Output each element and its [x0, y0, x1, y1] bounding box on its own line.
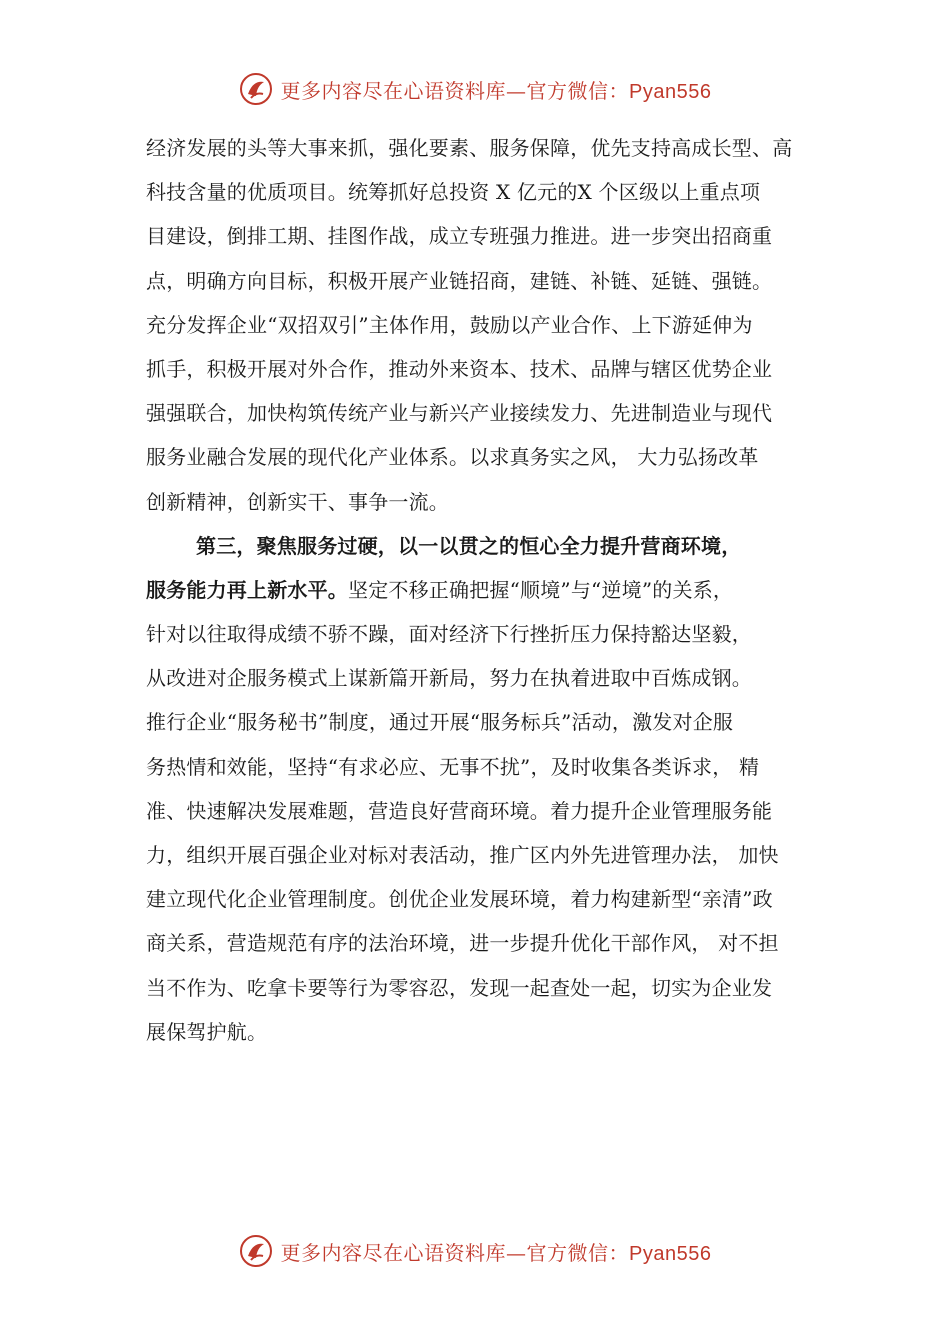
body-line: 从改进对企服务模式上谋新篇开新局，努力在执着进取中百炼成钢。: [146, 666, 752, 691]
body-line: 目建设，倒排工期、挂图作战，成立专班强力推进。进一步突出招商重: [146, 224, 773, 249]
body-line: 服务业融合发展的现代化产业体系。以求真务实之风， 大力弘扬改革: [146, 445, 759, 470]
section-heading-bold: 第三，聚焦服务过硬，以一以贯之的恒心全力提升营商环境，: [196, 533, 742, 558]
logo-icon: [239, 1234, 273, 1268]
body-line: 准、快速解决发展难题，营造良好营商环境。着力提升企业管理服务能: [146, 798, 773, 823]
footer-banner: [0, 1234, 950, 1268]
header-banner: [0, 72, 950, 106]
body-line: 推行企业“服务秘书”制度，通过开展“服务标兵”活动，激发对企服: [146, 710, 734, 735]
body-line: 点，明确方向目标，积极开展产业链招商，建链、补链、延链、强链。: [146, 268, 773, 293]
section-text: 坚定不移正确把握“顺境”与“逆境”的关系，: [348, 577, 734, 602]
footer-banner-text: [281, 1237, 712, 1266]
body-line: 抓手，积极开展对外合作，推动外来资本、技术、品牌与辖区优势企业: [146, 356, 773, 381]
body-line: 针对以往取得成绩不骄不躁，面对经济下行挫折压力保持豁达坚毅，: [146, 622, 752, 647]
section-heading-bold-end: 服务能力再上新水平。: [146, 577, 348, 602]
header-banner-main: 更多内容尽在心语资料库—官方微信：: [280, 78, 630, 103]
body-line: 务热情和效能，坚持“有求必应、无事不扰”，及时收集各类诉求， 精: [146, 754, 760, 779]
body-line: 商关系，营造规范有序的法治环境，进一步提升优化干部作风， 对不担: [146, 931, 779, 956]
body-line: 当不作为、吃拿卡要等行为零容忍，发现一起查处一起，切实为企业发: [146, 975, 773, 1000]
body-line: 力，组织开展百强企业对标对表活动，推广区内外先进管理办法， 加快: [146, 843, 779, 867]
footer-banner-wechat: Pyan556: [629, 1242, 712, 1265]
header-banner-wechat: Pyan556: [629, 80, 712, 103]
body-line: 建立现代化企业管理制度。创优企业发展环境，着力构建新型“亲清”政: [146, 887, 773, 912]
section-heading-continued: [146, 568, 818, 612]
header-banner-text: [281, 75, 712, 104]
logo-icon: [239, 72, 273, 106]
body-line: 充分发挥企业“双招双引”主体作用，鼓励以产业合作、上下游延伸为: [146, 312, 753, 337]
body-line: 科技含量的优质项目。统筹抓好总投资 X 亿元的X 个区级以上重点项: [146, 180, 761, 205]
document-body: [146, 126, 818, 1054]
body-line: 创新精神，创新实干、事争一流。: [146, 489, 449, 514]
section-heading: [146, 524, 818, 568]
body-line: 展保驾护航。: [146, 1019, 268, 1044]
body-line: 经济发展的头等大事来抓，强化要素、服务保障，优先支持高成长型、高: [146, 136, 793, 160]
body-line: 强强联合，加快构筑传统产业与新兴产业接续发力、先进制造业与现代: [146, 401, 773, 426]
footer-banner-main: 更多内容尽在心语资料库—官方微信：: [280, 1240, 630, 1265]
